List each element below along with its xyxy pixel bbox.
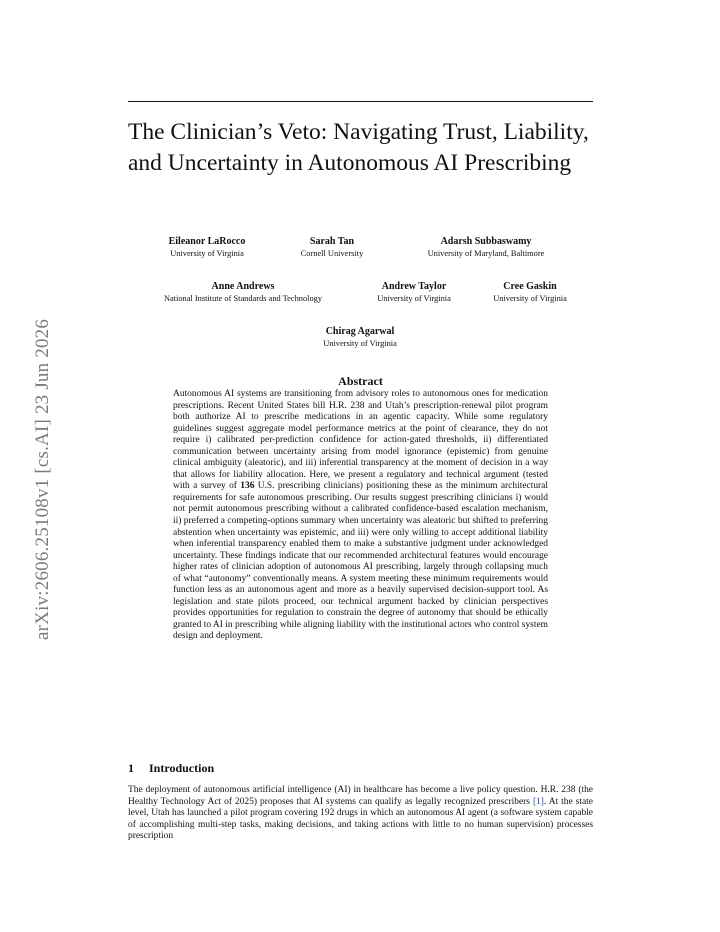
author-block (140, 281, 346, 304)
author-affiliation: University of Virginia (323, 339, 397, 348)
arxiv-identifier: arXiv:2606.25108v1 [cs.AI] 23 Jun 2026 (32, 318, 53, 640)
section-number: 1 (128, 761, 134, 775)
author-name: Eileanor LaRocco (168, 236, 246, 247)
abstract-text (173, 389, 548, 643)
section-title: Introduction (149, 761, 215, 775)
author-affiliation: University of Virginia (493, 294, 567, 303)
section-heading-introduction (128, 761, 214, 776)
author-name: Anne Andrews (211, 281, 275, 292)
abstract-heading: Abstract (338, 374, 383, 388)
paper-title: The Clinician’s Veto: Navigating Trust, Liability, and Uncertainty in Autonomous AI Prescribing (128, 119, 589, 176)
introduction-paragraph (128, 785, 593, 843)
author-block (362, 281, 466, 304)
author-affiliation: University of Virginia (377, 294, 451, 303)
abstract-text-part: Autonomous AI systems are transitioning from advisory roles to autonomous ones for medication prescriptions. Recent United States bill H.R. 238 and Utah’s prescription-renewal pilot program both authorize AI to prescribe medications in an agentic capacity. While some regulatory guidelines suggest aggregate model performance metrics at the point of clearance, they do not require i) calibrated per-prediction confidence for action-gated thresholds, ii) differentiated communication between uncertainty arising from model ignorance (epistemic) from genuine clinical ambiguity (aleatoric), and iii) inferential transparency at the moment of decision in a way that allows for liability allocation. Here, we present a regulatory and technical argument (tested with a survey of (173, 389, 548, 492)
author-name: Cree Gaskin (503, 281, 557, 292)
paragraph-text: . At the state level, Utah has launched a pilot program covering 192 drugs in which an autonomous AI agent (a software system capable of accomplishing multi-step tasks, making decisions, and taking actions with little to no human supervision) processes prescription (128, 796, 593, 842)
author-block (478, 281, 582, 304)
survey-count: 136 (240, 481, 255, 492)
author-name: Chirag Agarwal (325, 326, 395, 337)
author-affiliation: National Institute of Standards and Technology (163, 294, 323, 303)
author-affiliation: Cornell University (300, 249, 364, 258)
author-name: Sarah Tan (309, 236, 355, 247)
author-affiliation: University of Maryland, Baltimore (427, 249, 545, 258)
author-block (396, 236, 576, 259)
paragraph-text: The deployment of autonomous artificial intelligence (AI) in healthcare has become a live policy question. H.R. 238 (the Healthy Technology Act of 2025) proposes that AI systems can qualify as legally recognized prescribers (128, 785, 593, 807)
author-block (147, 236, 267, 259)
citation-link[interactable]: [1] (532, 796, 544, 807)
abstract-text-part: U.S. prescribing clinicians) positioning these as the minimum architectural requirements for safe autonomous prescribing. Our results suggest prescribing clinicians i) would not permit autonomous prescribing without a calibrated confidence-based escalation mechanism, ii) preferred a competing-options summary when uncertainty was aleatoric but shifted to preferring abstention when uncertainty was epistemic, and iii) were only willing to accept additional liability when inferential transparency enabled them to make a substantive judgment under acknowledged uncertainty. These findings indicate that our recommended architectural features would encourage higher rates of clinician adoption of autonomous AI prescribing, largely through collapsing much of what “autonomy” conventionally means. A system meeting these minimum requirements would function less as an autonomous agent and more as a heavily supervised decision-support tool. As legislation and state pilots proceed, our technical argument backed by clinician perspectives provides opportunities for regulation to constrain the degree of autonomy that should be ethically granted to AI in prescribing while aligning liability with the institutional actors who control system design and deployment. (173, 481, 548, 642)
author-block (300, 326, 420, 349)
author-block (282, 236, 382, 259)
title-top-rule (128, 101, 593, 102)
author-affiliation: University of Virginia (170, 249, 244, 258)
author-name: Andrew Taylor (381, 281, 447, 292)
author-name: Adarsh Subbaswamy (440, 236, 532, 247)
